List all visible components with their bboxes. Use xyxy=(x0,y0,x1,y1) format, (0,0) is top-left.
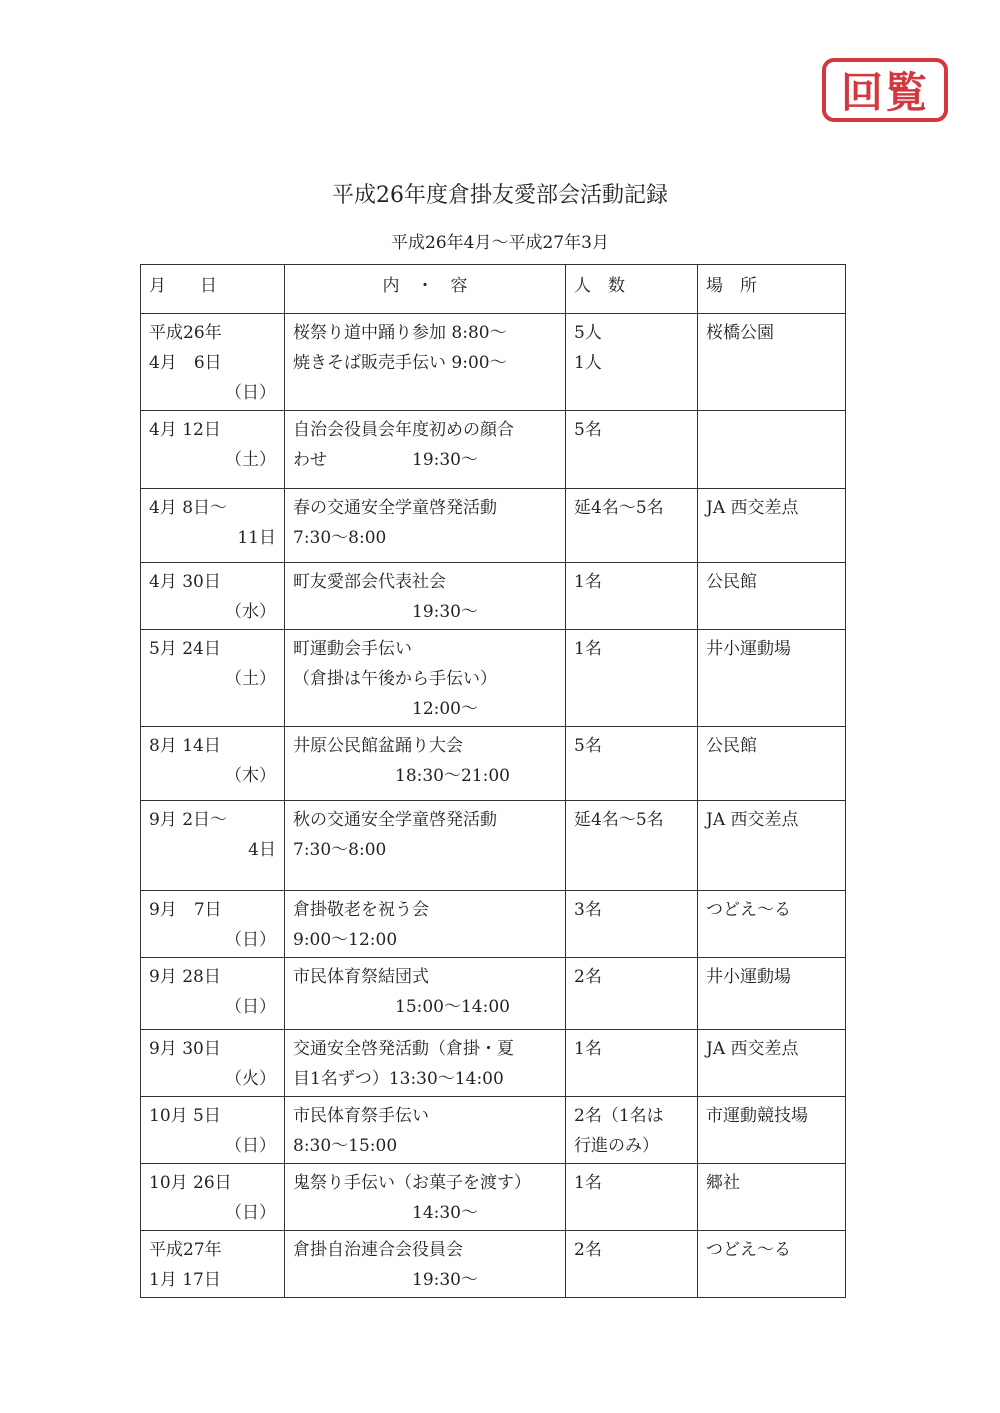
cell-content xyxy=(285,314,566,411)
cell-place xyxy=(698,630,846,727)
cell-content-line: 倉掛敬老を祝う会 xyxy=(293,900,429,920)
cell-date xyxy=(141,727,285,801)
header-people: 人 数 xyxy=(566,265,698,314)
document-period: 平成26年4月～平成27年3月 xyxy=(391,233,609,253)
cell-date xyxy=(141,1231,285,1298)
table-row xyxy=(141,1030,846,1097)
cell-people-line: 5名 xyxy=(574,420,602,440)
cell-content-line: 15:00～14:00 xyxy=(293,997,510,1017)
cell-content xyxy=(285,1231,566,1298)
cell-date xyxy=(141,801,285,891)
cell-people-line: 1人 xyxy=(574,353,602,373)
cell-place-line: 井小運動場 xyxy=(706,639,791,659)
cell-content-line: 焼きそば販売手伝い 9:00～ xyxy=(293,353,507,373)
circulation-stamp: 回覧 xyxy=(822,58,948,122)
cell-place-line: 郷社 xyxy=(706,1173,740,1193)
cell-people xyxy=(566,1030,698,1097)
cell-date-line: （火） xyxy=(225,1069,276,1089)
cell-date xyxy=(141,891,285,958)
cell-place xyxy=(698,1030,846,1097)
cell-people-line: 5名 xyxy=(574,736,602,756)
cell-content-line: 町運動会手伝い xyxy=(293,639,412,659)
cell-content xyxy=(285,630,566,727)
cell-content xyxy=(285,1097,566,1164)
table-row xyxy=(141,1097,846,1164)
cell-content-line: 7:30～8:00 xyxy=(293,840,387,860)
cell-people-line: 1名 xyxy=(574,639,602,659)
cell-date xyxy=(141,1097,285,1164)
cell-date-line: （日） xyxy=(225,930,276,950)
cell-people xyxy=(566,1097,698,1164)
cell-date-line: 9月 28日 xyxy=(149,967,221,987)
cell-content-line: 8:30～15:00 xyxy=(293,1136,398,1156)
cell-date xyxy=(141,1030,285,1097)
cell-people xyxy=(566,1231,698,1298)
cell-content-line: 18:30～21:00 xyxy=(293,766,510,786)
cell-people-line: 2名 xyxy=(574,967,602,987)
cell-date-line: 8月 14日 xyxy=(149,736,221,756)
cell-content-line: 桜祭り道中踊り参加 8:80～ xyxy=(293,323,507,343)
cell-place xyxy=(698,411,846,489)
cell-date-line: 4月 8日～ xyxy=(149,498,228,518)
cell-place xyxy=(698,1164,846,1231)
cell-content-line: 市民体育祭結団式 xyxy=(293,967,429,987)
cell-people-line: 行進のみ） xyxy=(574,1136,659,1156)
cell-date-line: 4月 12日 xyxy=(149,420,221,440)
cell-content-line: 自治会役員会年度初めの顔合 xyxy=(293,420,514,440)
cell-content-line: 19:30～ xyxy=(293,602,478,622)
table-row xyxy=(141,630,846,727)
cell-place xyxy=(698,563,846,630)
cell-date-line: （水） xyxy=(225,602,276,622)
table-row xyxy=(141,411,846,489)
cell-place-line: JA 西交差点 xyxy=(706,498,799,518)
cell-content-line: 14:30～ xyxy=(293,1203,478,1223)
cell-people-line: 延4名～5名 xyxy=(574,498,664,518)
cell-date-line: （日） xyxy=(225,383,276,403)
cell-place-line: JA 西交差点 xyxy=(706,810,799,830)
cell-people-line: 3名 xyxy=(574,900,602,920)
cell-date-line: 9月 7日 xyxy=(149,900,222,920)
cell-place-line: 桜橋公園 xyxy=(706,323,774,343)
cell-content xyxy=(285,411,566,489)
cell-content xyxy=(285,958,566,1030)
cell-place-line: 井小運動場 xyxy=(706,967,791,987)
cell-date-line: 1月 17日 xyxy=(149,1270,221,1290)
cell-place-line: 市運動競技場 xyxy=(706,1106,808,1126)
document-title: 平成26年度倉掛友愛部会活動記録 xyxy=(332,183,668,208)
cell-content-line: 19:30～ xyxy=(293,1270,478,1290)
cell-content-line: 9:00～12:00 xyxy=(293,930,398,950)
cell-place-line: JA 西交差点 xyxy=(706,1039,799,1059)
cell-date xyxy=(141,563,285,630)
cell-date-line: 5月 24日 xyxy=(149,639,221,659)
cell-date-line: （日） xyxy=(225,1203,276,1223)
table-row xyxy=(141,314,846,411)
cell-date-line: 9月 30日 xyxy=(149,1039,221,1059)
cell-people xyxy=(566,314,698,411)
cell-place xyxy=(698,958,846,1030)
cell-content-line: 井原公民館盆踊り大会 xyxy=(293,736,463,756)
cell-people xyxy=(566,1164,698,1231)
cell-date-line: 4月 6日 xyxy=(149,353,222,373)
cell-date xyxy=(141,489,285,563)
cell-place xyxy=(698,891,846,958)
cell-place xyxy=(698,801,846,891)
cell-place xyxy=(698,489,846,563)
cell-date-line: 4日 xyxy=(248,840,276,860)
cell-content-line: 鬼祭り手伝い（お菓子を渡す） xyxy=(293,1173,531,1193)
cell-date xyxy=(141,630,285,727)
table-row xyxy=(141,801,846,891)
cell-date-line: 10月 5日 xyxy=(149,1106,221,1126)
cell-date xyxy=(141,314,285,411)
cell-date-line: （土） xyxy=(225,450,276,470)
cell-date-line: 平成26年 xyxy=(149,323,222,343)
cell-date-line: 4月 30日 xyxy=(149,572,221,592)
cell-people xyxy=(566,411,698,489)
cell-people-line: 1名 xyxy=(574,572,602,592)
cell-content xyxy=(285,563,566,630)
cell-place xyxy=(698,1097,846,1164)
table-header-row xyxy=(141,265,846,314)
table-row xyxy=(141,1231,846,1298)
cell-date-line: 平成27年 xyxy=(149,1240,222,1260)
cell-content-line: わせ 19:30～ xyxy=(293,450,478,470)
cell-date-line: （木） xyxy=(225,766,276,786)
cell-content-line: 倉掛自治連合会役員会 xyxy=(293,1240,463,1260)
header-place: 場 所 xyxy=(698,265,846,314)
cell-content xyxy=(285,489,566,563)
cell-people-line: 5人 xyxy=(574,323,602,343)
cell-date-line: 9月 2日～ xyxy=(149,810,228,830)
table-row xyxy=(141,489,846,563)
table-row xyxy=(141,1164,846,1231)
cell-date-line: （土） xyxy=(225,669,276,689)
cell-people xyxy=(566,489,698,563)
cell-date-line: 11日 xyxy=(237,528,276,548)
cell-people-line: 2名 xyxy=(574,1240,602,1260)
cell-people xyxy=(566,801,698,891)
table-row xyxy=(141,563,846,630)
activity-table xyxy=(140,264,846,1298)
cell-place-line: 公民館 xyxy=(706,572,757,592)
cell-content xyxy=(285,727,566,801)
cell-place xyxy=(698,727,846,801)
table-row xyxy=(141,891,846,958)
header-date: 月 日 xyxy=(141,265,285,314)
cell-place xyxy=(698,314,846,411)
cell-date xyxy=(141,1164,285,1231)
cell-date-line: 10月 26日 xyxy=(149,1173,232,1193)
table-row xyxy=(141,958,846,1030)
cell-content-line: 秋の交通安全学童啓発活動 xyxy=(293,810,497,830)
cell-date xyxy=(141,411,285,489)
cell-people xyxy=(566,563,698,630)
cell-content-line: 12:00～ xyxy=(293,699,478,719)
cell-place-line: つどえ～る xyxy=(706,1240,791,1260)
cell-content-line: 交通安全啓発活動（倉掛・夏 xyxy=(293,1039,514,1059)
table-row xyxy=(141,727,846,801)
cell-content xyxy=(285,891,566,958)
cell-place-line: 公民館 xyxy=(706,736,757,756)
cell-content-line: 目1名ずつ）13:30～14:00 xyxy=(293,1069,504,1089)
cell-content-line: 市民体育祭手伝い xyxy=(293,1106,429,1126)
cell-people-line: 1名 xyxy=(574,1039,602,1059)
cell-content xyxy=(285,801,566,891)
cell-people xyxy=(566,891,698,958)
cell-date-line: （日） xyxy=(225,997,276,1017)
cell-content-line: （倉掛は午後から手伝い） xyxy=(293,669,497,689)
cell-content xyxy=(285,1030,566,1097)
cell-place-line: つどえ～る xyxy=(706,900,791,920)
cell-content-line: 7:30～8:00 xyxy=(293,528,387,548)
cell-date xyxy=(141,958,285,1030)
cell-place xyxy=(698,1231,846,1298)
cell-people xyxy=(566,958,698,1030)
cell-people-line: 2名（1名は xyxy=(574,1106,664,1126)
cell-content-line: 町友愛部会代表社会 xyxy=(293,572,446,592)
cell-content-line: 春の交通安全学童啓発活動 xyxy=(293,498,497,518)
cell-people xyxy=(566,727,698,801)
cell-date-line: （日） xyxy=(225,1136,276,1156)
cell-people-line: 延4名～5名 xyxy=(574,810,664,830)
cell-people-line: 1名 xyxy=(574,1173,602,1193)
header-content: 内 ・ 容 xyxy=(285,265,566,314)
cell-content xyxy=(285,1164,566,1231)
cell-people xyxy=(566,630,698,727)
